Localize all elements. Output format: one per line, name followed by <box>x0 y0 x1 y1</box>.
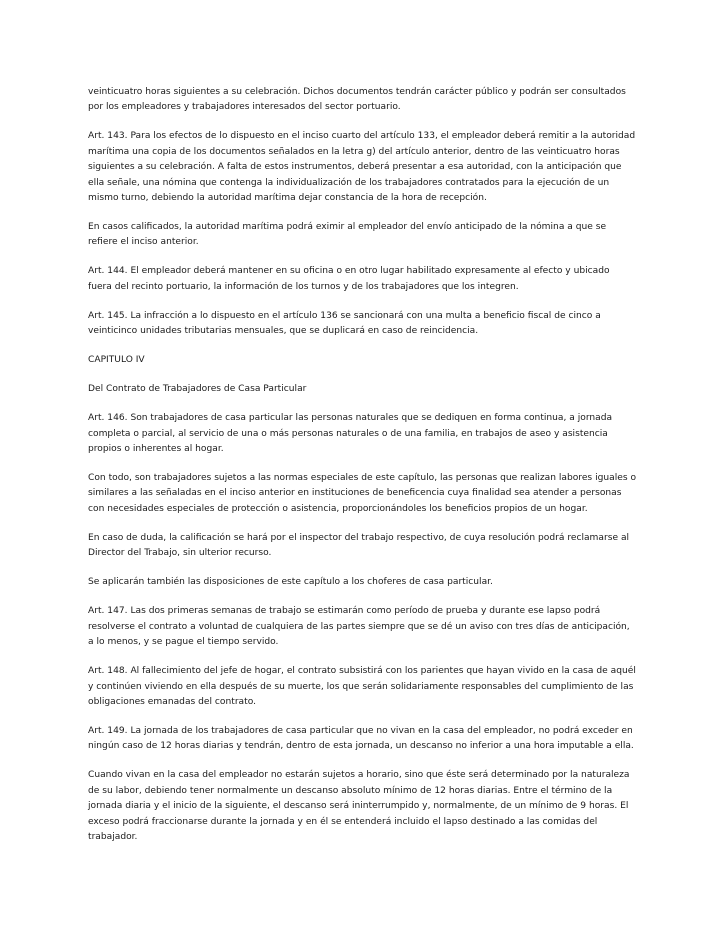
paragraph-art-146: Art. 146. Son trabajadores de casa particular las personas naturales que se dediquen en forma continua, a jornada completa o parcial, al servicio de una o más personas naturales o de una familia, en trabajos de aseo y asistencia propios o inherentes al hogar. <box>88 413 613 455</box>
paragraph-art-146-inciso-3: En caso de duda, la calificación se hará por el inspector del trabajo respectivo, de cuya resolución podrá reclamarse al Director del Trabajo, sin ulterior recurso. <box>88 532 630 559</box>
paragraph-art-149: Art. 149. La jornada de los trabajadores de casa particular que no vivan en la casa del empleador, no podrá exceder en ningún caso de 12 horas diarias y tendrán, dentro de esta jornada, un descanso no inferior a una hora imputable a ella. <box>88 725 634 752</box>
paragraph-art-145: Art. 145. La infracción a lo dispuesto en el artículo 136 se sancionará con una multa a beneficio fiscal de cinco a veinticinco unidades tributarias mensuales, que se duplicará en caso de reincidencia. <box>88 310 601 337</box>
paragraph-art-148: Art. 148. Al fallecimiento del jefe de hogar, el contrato subsistirá con los parientes que hayan vivido en la casa de aquél y continúen viviendo en ella después de su muerte, los que serán solidariamente responsables del cumplimiento de las obligaciones emanadas del contrato. <box>88 666 636 707</box>
chapter-title: Del Contrato de Trabajadores de Casa Particular <box>88 384 307 395</box>
document-page <box>88 85 636 859</box>
paragraph-art-149-inciso-2: Cuando vivan en la casa del empleador no estarán sujetos a horario, sino que éste será determinado por la naturaleza de su labor, debiendo tener normalmente un descanso absoluto mínimo de 12 horas diarias. Entre el término de la jornada diaria y el inicio de la siguiente, el descanso será ininterrumpido y, normalmente, de un mínimo de 9 horas. El exceso podrá fraccionarse durante la jornada y en él se entenderá incluido el lapso destinado a las comidas del trabajador. <box>88 770 630 842</box>
paragraph-continuation-art-142: veinticuatro horas siguientes a su celebración. Dichos documentos tendrán carácter público y podrán ser consultados por los empleadores y trabajadores interesados del sector portuario. <box>88 87 626 113</box>
chapter-heading: CAPITULO IV <box>88 355 145 366</box>
paragraph-art-146-inciso-4: Se aplicarán también las disposiciones de este capítulo a los choferes de casa particular. <box>88 577 493 588</box>
paragraph-art-143-inciso: En casos calificados, la autoridad marítima podrá eximir al empleador del envío anticipado de la nómina a que se refiere el inciso anterior. <box>88 222 607 248</box>
paragraph-art-143: Art. 143. Para los efectos de lo dispuesto en el inciso cuarto del artículo 133, el empleador deberá remitir a la autoridad marítima una copia de los documentos señalados en la letra g) del artículo anterior, dentro de las veinticuatro horas siguientes a su celebración. A falta de estos instrumentos, deberá presentar a esa autoridad, con la anticipación que ella señale, una nómina que contenga la individualización de los trabajadores contratados para la ejecución de un mismo turno, debiendo la autoridad marítima dejar constancia de la hora de recepción. <box>88 131 636 204</box>
paragraph-art-144: Art. 144. El empleador deberá mantener en su oficina o en otro lugar habilitado expresamente al efecto y ubicado fuera del recinto portuario, la información de los turnos y de los trabajadores que los integren. <box>88 266 610 292</box>
paragraph-art-147: Art. 147. Las dos primeras semanas de trabajo se estimarán como período de prueba y durante ese lapso podrá resolverse el contrato a voluntad de cualquiera de las partes siempre que se dé un aviso con tres días de anticipación, a lo menos, y se pague el tiempo servido. <box>88 606 630 648</box>
paragraph-art-146-inciso-2: Con todo, son trabajadores sujetos a las normas especiales de este capítulo, las personas que realizan labores iguales o similares a las señaladas en el inciso anterior en instituciones de beneficencia cuya finalidad sea atender a personas con necesidades especiales de protección o asistencia, proporcionándoles los beneficios propios de un hogar. <box>88 473 637 514</box>
